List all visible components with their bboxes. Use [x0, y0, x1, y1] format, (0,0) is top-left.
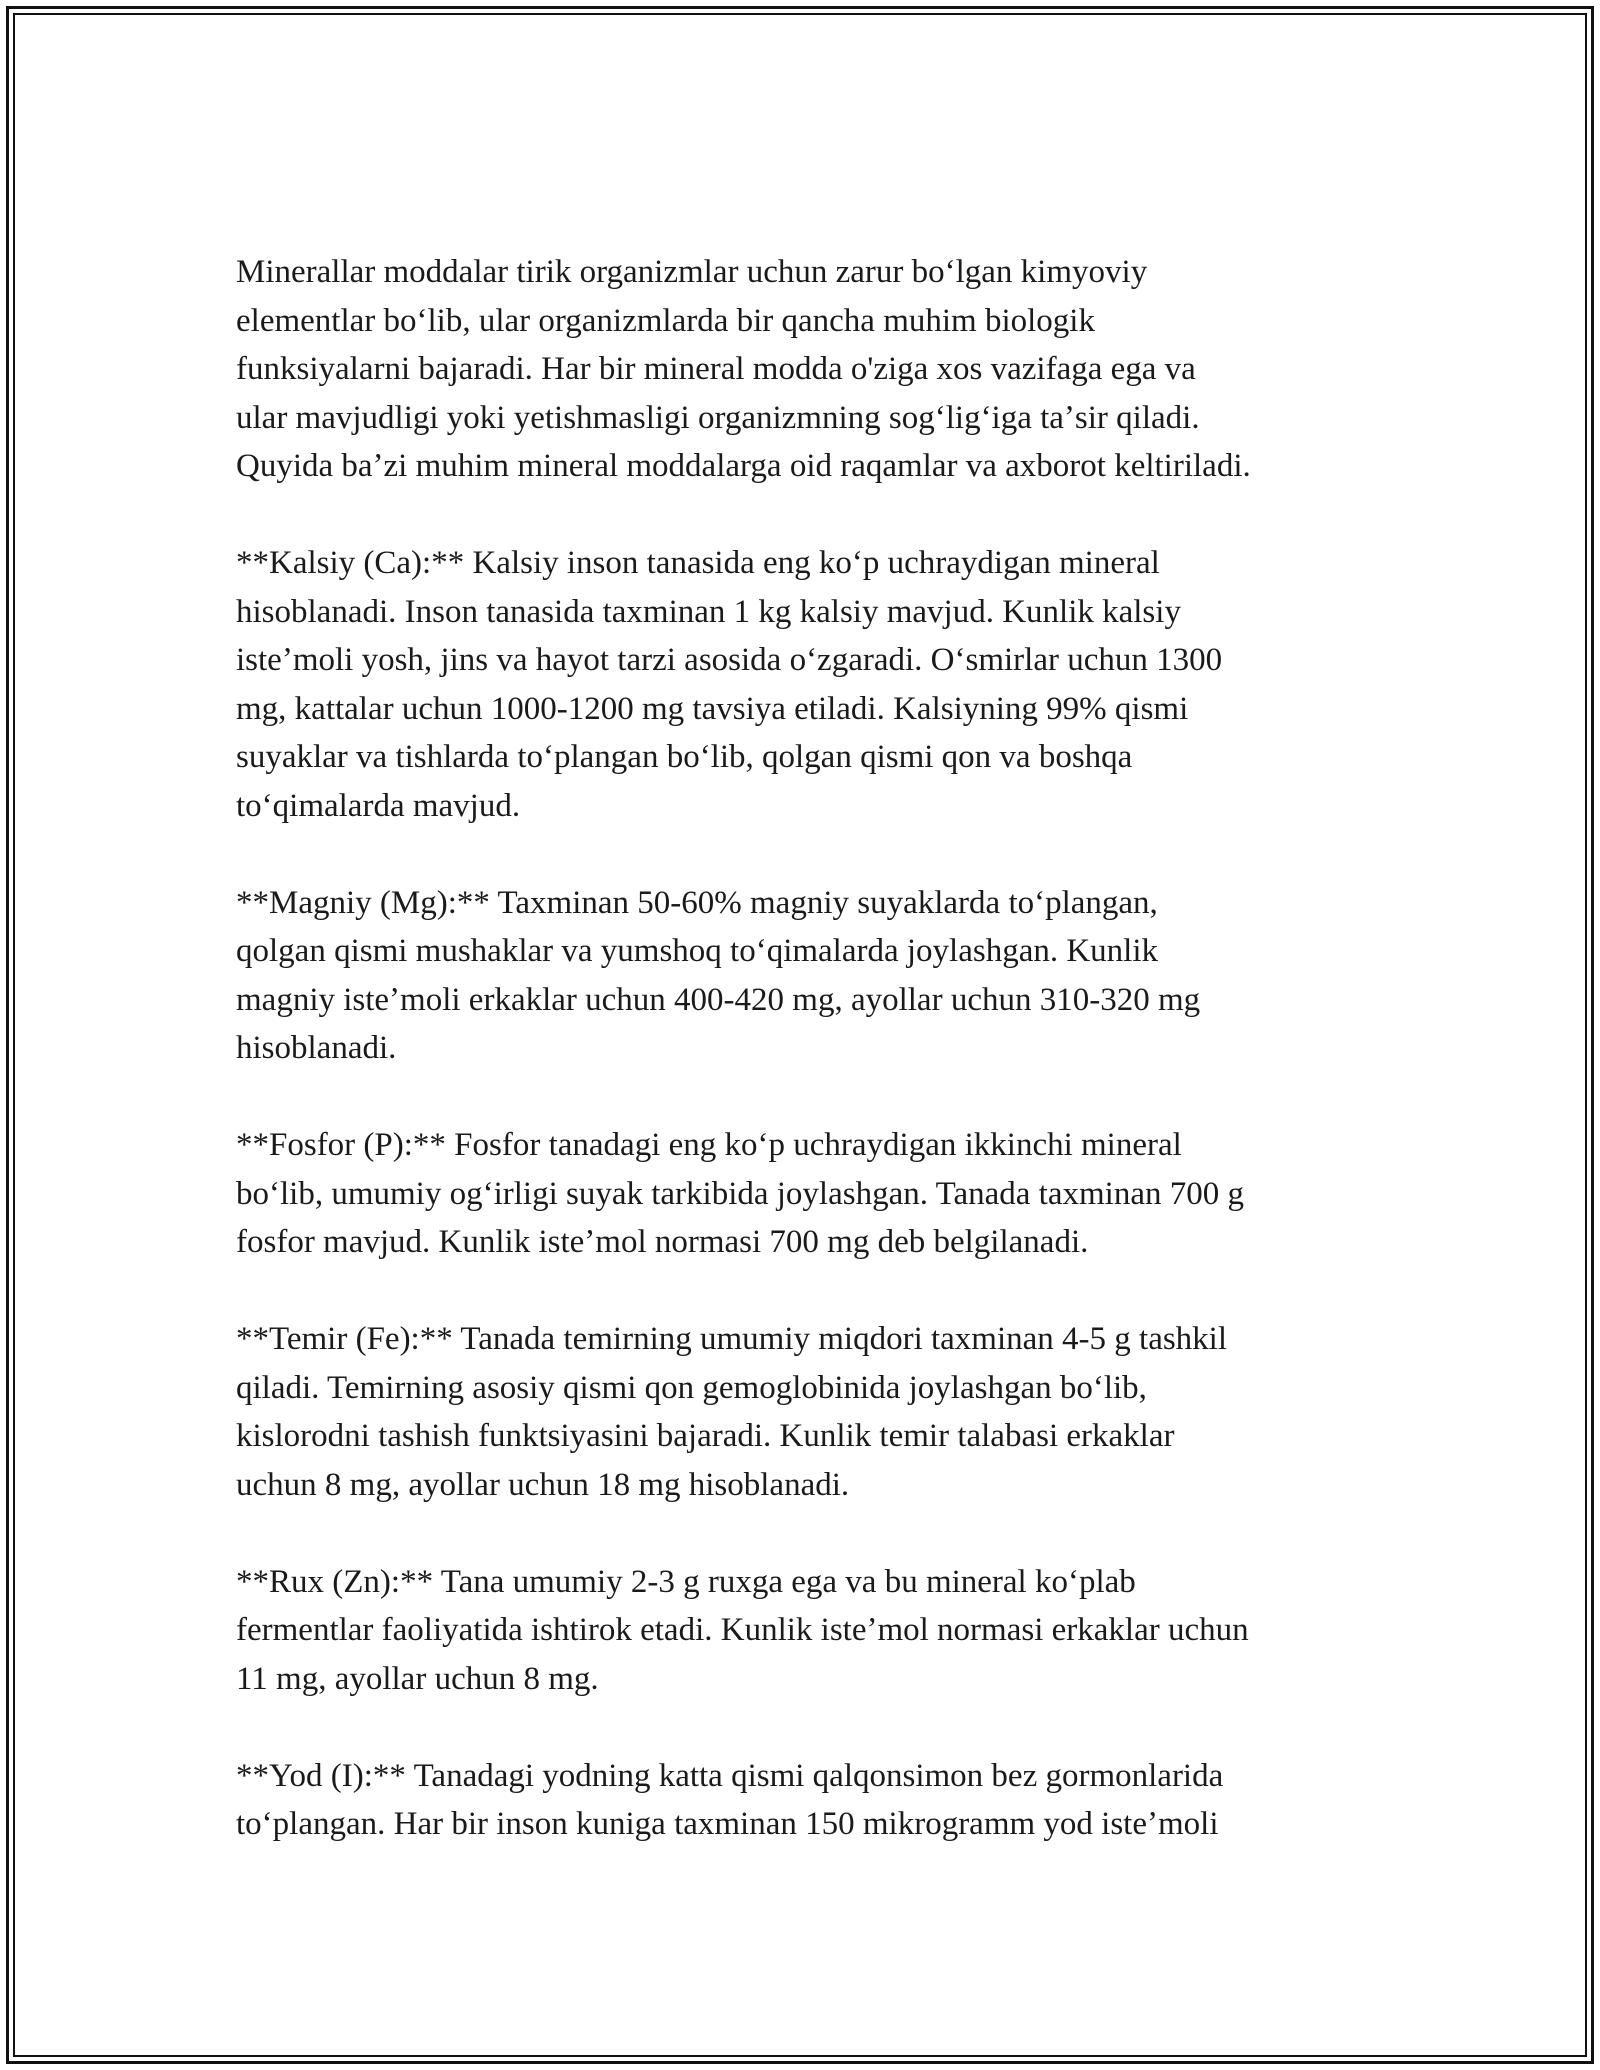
iron-paragraph — [236, 1315, 1376, 1509]
text-line: **Fosfor (P):** Fosfor tanadagi eng koʻp uchraydigan ikkinchi mineral — [236, 1127, 1182, 1163]
text-line: toʻplangan. Har bir inson kuniga taxminan 150 mikrogramm yod isteʼmoli — [236, 1806, 1219, 1842]
zinc-paragraph — [236, 1558, 1376, 1704]
text-line: fosfor mavjud. Kunlik isteʼmol normasi 700 mg deb belgilanadi. — [236, 1224, 1089, 1260]
iodine-paragraph — [236, 1752, 1376, 1849]
magnesium-paragraph — [236, 879, 1376, 1073]
text-line: **Kalsiy (Ca):** Kalsiy inson tanasida eng koʻp uchraydigan mineral — [236, 545, 1160, 581]
text-line: kislorodni tashish funktsiyasini bajaradi. Kunlik temir talabasi erkaklar — [236, 1418, 1175, 1454]
text-line: funksiyalarni bajaradi. Har bir mineral modda o'ziga xos vazifaga ega va — [236, 351, 1196, 387]
text-line: elementlar boʻlib, ular organizmlarda bir qancha muhim biologik — [236, 302, 1095, 339]
text-line: boʻlib, umumiy ogʻirligi suyak tarkibida joylashgan. Tanada taxminan 700 g — [236, 1175, 1244, 1212]
text-line: Minerallar moddalar tirik organizmlar uchun zarur boʻlgan kimyoviy — [236, 254, 1148, 290]
text-line: hisoblanadi. Inson tanasida taxminan 1 kg kalsiy mavjud. Kunlik kalsiy — [236, 593, 1181, 630]
text-line: 11 mg, ayollar uchun 8 mg. — [236, 1660, 599, 1697]
document-body — [236, 248, 1376, 1897]
text-line: **Temir (Fe):** Tanada temirning umumiy miqdori taxminan 4-5 g tashkil — [236, 1321, 1228, 1357]
intro-paragraph — [236, 248, 1376, 491]
text-line: magniy isteʼmoli erkaklar uchun 400-420 mg, ayollar uchun 310-320 mg — [236, 981, 1201, 1018]
text-line: uchun 8 mg, ayollar uchun 18 mg hisoblanadi. — [236, 1466, 850, 1503]
text-line: **Yod (I):** Tanadagi yodning katta qismi qalqonsimon bez gormonlarida — [236, 1757, 1224, 1794]
text-line: qolgan qismi mushaklar va yumshoq toʻqimalarda joylashgan. Kunlik — [236, 933, 1159, 969]
calcium-paragraph — [236, 539, 1376, 830]
text-line: **Rux (Zn):** Tana umumiy 2-3 g ruxga ega va bu mineral koʻplab — [236, 1563, 1136, 1600]
text-line: toʻqimalarda mavjud. — [236, 787, 521, 824]
text-line: suyaklar va tishlarda toʻplangan boʻlib, qolgan qismi qon va boshqa — [236, 739, 1133, 775]
text-line: **Magniy (Mg):** Taxminan 50-60% magniy suyaklarda toʻplangan, — [236, 884, 1158, 921]
text-line: qiladi. Temirning asosiy qismi qon gemoglobinida joylashgan boʻlib, — [236, 1369, 1147, 1406]
text-line: ular mavjudligi yoki yetishmasligi organizmning sogʻligʻiga taʼsir qiladi. — [236, 399, 1200, 436]
text-line: isteʼmoli yosh, jins va hayot tarzi asosida oʻzgaradi. Oʻsmirlar uchun 1300 — [236, 642, 1223, 678]
text-line: fermentlar faoliyatida ishtirok etadi. Kunlik isteʼmol normasi erkaklar uchun — [236, 1612, 1249, 1648]
text-line: mg, kattalar uchun 1000-1200 mg tavsiya etiladi. Kalsiyning 99% qismi — [236, 690, 1189, 727]
text-line: hisoblanadi. — [236, 1030, 397, 1066]
phosphorus-paragraph — [236, 1121, 1376, 1267]
text-line: Quyida baʼzi muhim mineral moddalarga oid raqamlar va axborot keltiriladi. — [236, 448, 1251, 484]
